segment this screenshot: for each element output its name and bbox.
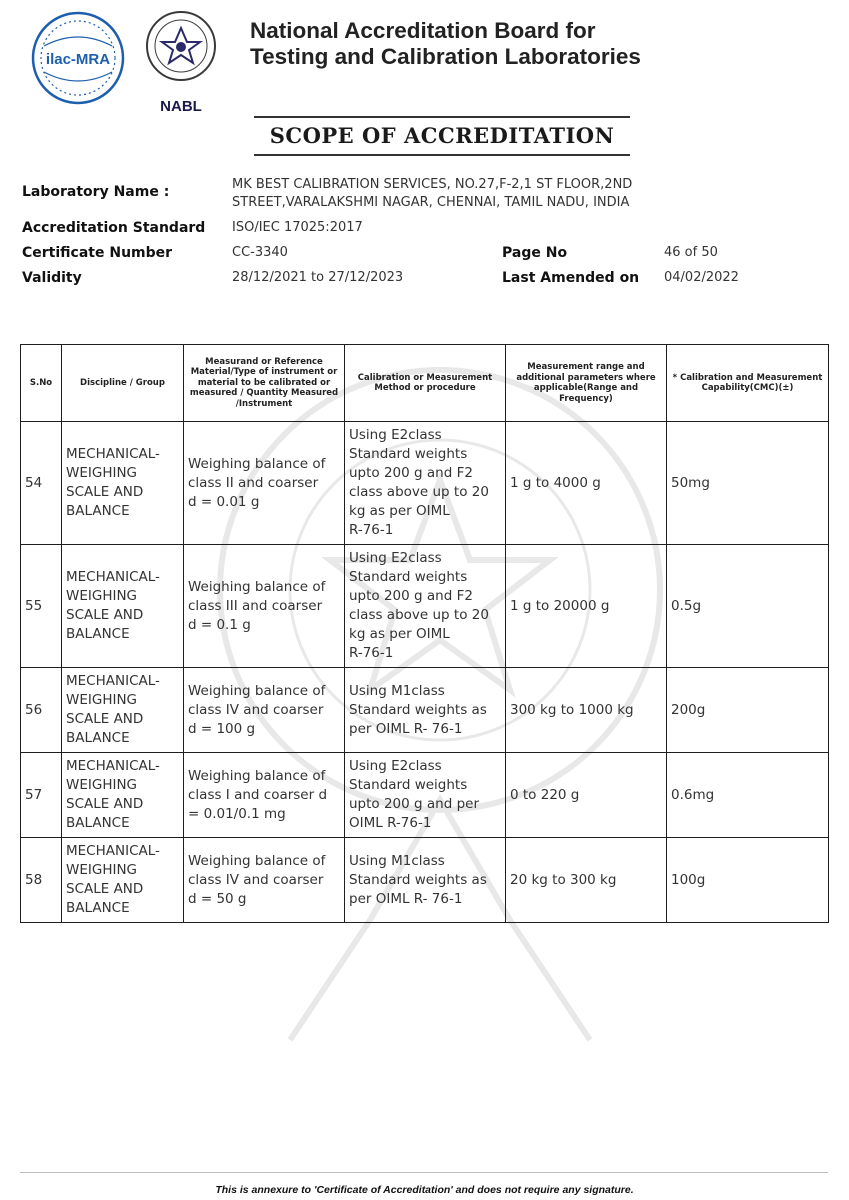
lab-name-label: Laboratory Name : — [22, 184, 170, 200]
footer-note: This is annexure to 'Certificate of Accreditation' and does not require any signature. — [215, 1184, 634, 1196]
header-sno: S.No — [21, 345, 62, 422]
cell-line: Using E2class — [349, 550, 442, 566]
cell-line: d = 100 g — [188, 720, 256, 737]
cell-line: Standard weights as — [349, 701, 487, 718]
cell-line: Weighing balance of — [188, 578, 326, 595]
cell-measurand — [184, 422, 345, 545]
header-method: Calibration or Measurement Method or procedure — [345, 345, 506, 422]
cell-line: SCALE AND — [66, 881, 144, 897]
cell-line: Using M1class — [349, 682, 445, 699]
lab-name-line1: MK BEST CALIBRATION SERVICES, NO.27,F-2,1 ST FLOOR,2ND — [232, 177, 633, 192]
organization-title-line1: National Accreditation Board for — [250, 18, 596, 43]
footer-divider — [20, 1172, 828, 1173]
cell-line: Using E2class — [349, 427, 442, 443]
svg-text:ilac-MRA: ilac-MRA — [45, 51, 111, 68]
cell-line: SCALE AND — [66, 484, 144, 500]
cell-cmc: 100g — [667, 838, 829, 923]
table-row — [21, 668, 829, 753]
cell-line: kg as per OIML — [349, 626, 450, 642]
cell-line: BALANCE — [66, 815, 130, 831]
scope-title: SCOPE OF ACCREDITATION — [254, 116, 630, 156]
cell-line: class IV and coarser — [188, 701, 324, 718]
cell-range: 20 kg to 300 kg — [506, 838, 667, 923]
lab-name-value — [232, 176, 702, 212]
accreditation-standard-value: ISO/IEC 17025:2017 — [232, 220, 363, 235]
nabl-logo — [142, 8, 220, 120]
cell-line: per OIML R- 76-1 — [349, 890, 463, 907]
cell-measurand — [184, 838, 345, 923]
cell-line: d = 0.1 g — [188, 616, 251, 633]
cell-measurand — [184, 753, 345, 838]
cell-line: BALANCE — [66, 503, 130, 519]
cell-line: WEIGHING — [66, 692, 138, 708]
cell-line: class III and coarser — [188, 597, 323, 614]
cell-line: Standard weights — [349, 569, 468, 585]
ilac-mra-logo — [30, 10, 126, 106]
table-row — [21, 838, 829, 923]
cell-sno: 57 — [21, 753, 62, 838]
cell-line: WEIGHING — [66, 777, 138, 793]
cell-line: Weighing balance of — [188, 455, 326, 472]
validity-label: Validity — [22, 270, 82, 286]
cell-line: R-76-1 — [349, 522, 394, 538]
cell-line: SCALE AND — [66, 796, 144, 812]
cell-cmc: 50mg — [667, 422, 829, 545]
cell-line: SCALE AND — [66, 711, 144, 727]
page-no-label: Page No — [502, 245, 568, 261]
cell-discipline — [62, 422, 184, 545]
cell-cmc: 0.6mg — [667, 753, 829, 838]
cell-line: per OIML R- 76-1 — [349, 720, 463, 737]
cell-line: Standard weights as — [349, 871, 487, 888]
cell-discipline — [62, 545, 184, 668]
cell-line: kg as per OIML — [349, 503, 450, 519]
cell-discipline — [62, 668, 184, 753]
cell-line: upto 200 g and F2 — [349, 465, 473, 481]
svg-text:NABL: NABL — [160, 98, 202, 115]
last-amended-label: Last Amended on — [502, 270, 640, 286]
cell-line: BALANCE — [66, 626, 130, 642]
header-cmc: * Calibration and Measurement Capability(CMC)(±) — [667, 345, 829, 422]
certificate-number-value: CC-3340 — [232, 245, 288, 260]
cell-line: Using E2class — [349, 758, 442, 774]
validity-value: 28/12/2021 to 27/12/2023 — [232, 270, 404, 285]
table-row — [21, 753, 829, 838]
cell-line: class IV and coarser — [188, 871, 324, 888]
page-no-value: 46 of 50 — [664, 245, 718, 260]
cell-line: BALANCE — [66, 730, 130, 746]
table-row — [21, 422, 829, 545]
cell-range: 1 g to 4000 g — [506, 422, 667, 545]
cell-line: MECHANICAL- — [66, 843, 160, 859]
cell-line: MECHANICAL- — [66, 758, 160, 774]
cell-line: MECHANICAL- — [66, 673, 160, 689]
cell-discipline — [62, 838, 184, 923]
cell-line: WEIGHING — [66, 862, 138, 878]
cell-line: SCALE AND — [66, 607, 144, 623]
cell-discipline — [62, 753, 184, 838]
cell-line: Weighing balance of — [188, 682, 326, 699]
cell-line: upto 200 g and F2 — [349, 588, 473, 604]
cell-measurand — [184, 668, 345, 753]
scope-table — [20, 344, 829, 923]
cell-method — [345, 753, 506, 838]
cell-range: 300 kg to 1000 kg — [506, 668, 667, 753]
accreditation-standard-label: Accreditation Standard — [22, 220, 206, 236]
organization-title-line2: Testing and Calibration Laboratories — [250, 44, 641, 69]
cell-line: class above up to 20 — [349, 607, 489, 623]
cell-line: MECHANICAL- — [66, 446, 160, 462]
cell-line: Using M1class — [349, 852, 445, 869]
cell-line: upto 200 g and per — [349, 796, 480, 812]
cell-line: Weighing balance of — [188, 767, 326, 784]
cell-line: OIML R-76-1 — [349, 815, 432, 831]
cell-line: BALANCE — [66, 900, 130, 916]
cell-line: class II and coarser — [188, 474, 319, 491]
cell-method — [345, 422, 506, 545]
cell-line: Standard weights — [349, 446, 468, 462]
table-header-row — [21, 345, 829, 422]
cell-line: WEIGHING — [66, 465, 138, 481]
cell-sno: 56 — [21, 668, 62, 753]
cell-sno: 54 — [21, 422, 62, 545]
header-range: Measurement range and additional parameters where applicable(Range and Frequency) — [506, 345, 667, 422]
cell-measurand — [184, 545, 345, 668]
cell-line: WEIGHING — [66, 588, 138, 604]
cell-cmc: 200g — [667, 668, 829, 753]
organization-title — [250, 18, 810, 70]
cell-line: MECHANICAL- — [66, 569, 160, 585]
header-measurand: Measurand or Reference Material/Type of instrument or material to be calibrated or measured / Quantity Measured /Instrument — [184, 345, 345, 422]
certificate-number-label: Certificate Number — [22, 245, 173, 261]
header-discipline: Discipline / Group — [62, 345, 184, 422]
lab-name-line2: STREET,VARALAKSHMI NAGAR, CHENNAI, TAMIL NADU, INDIA — [232, 195, 630, 210]
cell-method — [345, 668, 506, 753]
cell-line: = 0.01/0.1 mg — [188, 805, 286, 822]
cell-line: class above up to 20 — [349, 484, 489, 500]
cell-line: R-76-1 — [349, 645, 394, 661]
cell-line: d = 0.01 g — [188, 493, 260, 510]
cell-range: 1 g to 20000 g — [506, 545, 667, 668]
cell-sno: 58 — [21, 838, 62, 923]
cell-method — [345, 545, 506, 668]
cell-sno: 55 — [21, 545, 62, 668]
cell-line: Weighing balance of — [188, 852, 326, 869]
cell-method — [345, 838, 506, 923]
table-row — [21, 545, 829, 668]
last-amended-value: 04/02/2022 — [664, 270, 739, 285]
cell-line: d = 50 g — [188, 890, 247, 907]
cell-cmc: 0.5g — [667, 545, 829, 668]
cell-line: class I and coarser d — [188, 786, 328, 803]
cell-line: Standard weights — [349, 777, 468, 793]
cell-range: 0 to 220 g — [506, 753, 667, 838]
